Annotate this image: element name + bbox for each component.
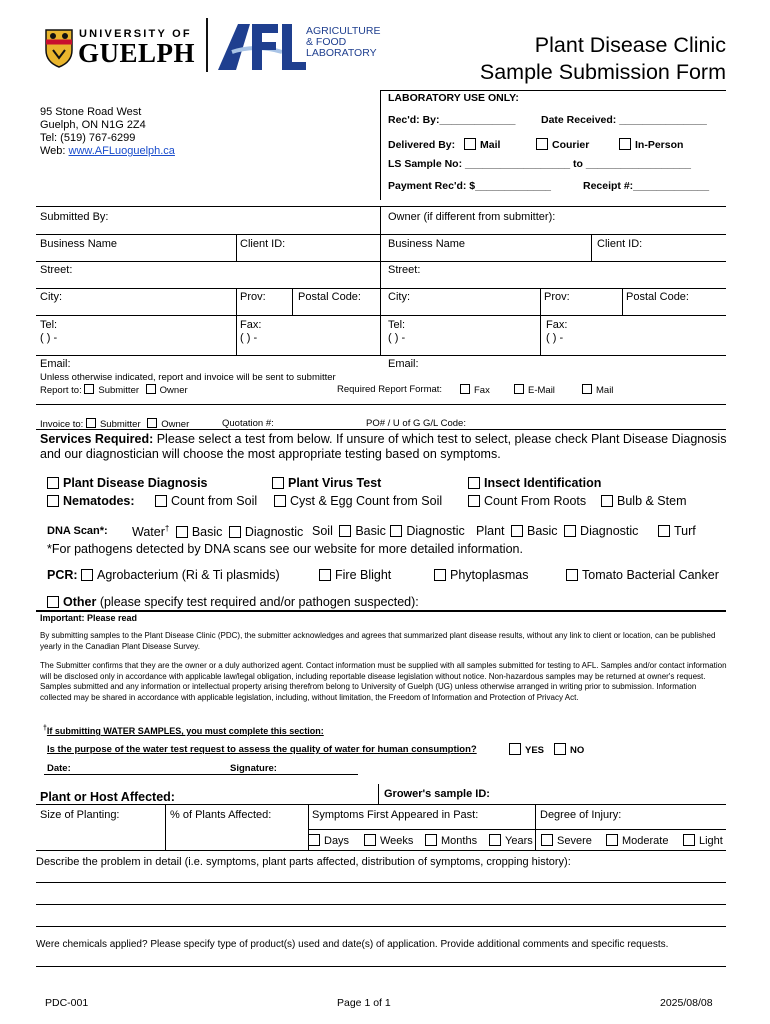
format-fax-label: Fax — [474, 385, 490, 396]
fax-format: ( ) - — [240, 332, 258, 344]
grower-id-field[interactable]: Grower's sample ID: — [384, 788, 490, 800]
water-yes-label: YES — [525, 745, 545, 756]
website-link[interactable]: www.AFLuoguelph.ca — [68, 145, 175, 157]
format-email-label: E-Mail — [528, 385, 555, 396]
submitted-by-label[interactable]: Submitted By: — [40, 211, 109, 223]
light-label: Light — [699, 835, 723, 847]
fire-blight-label: Fire Blight — [335, 568, 392, 582]
courier-label: Courier — [552, 139, 590, 151]
bulb-stem-option — [601, 494, 686, 508]
phyto-checkbox[interactable] — [434, 569, 446, 581]
plant-disease-label: Plant Disease Diagnosis — [63, 476, 208, 490]
afl-name-line2: & FOOD — [306, 36, 347, 48]
lab-box-top — [380, 90, 726, 91]
submitter-email[interactable]: Email: — [40, 358, 71, 370]
water-heading-dagger: † — [43, 725, 47, 732]
afl-logo — [216, 22, 308, 72]
form-code: PDC-001 — [45, 997, 89, 1009]
cyst-egg-checkbox[interactable] — [274, 495, 286, 507]
report-submitter-label: Submitter — [98, 385, 140, 396]
owner-business-name[interactable]: Business Name — [388, 238, 466, 250]
revision-date: 2025/08/08 — [660, 997, 713, 1009]
mail-checkbox[interactable] — [464, 138, 476, 150]
format-fax-checkbox[interactable] — [460, 384, 470, 394]
size-of-planting-field[interactable]: Size of Planting: — [40, 809, 120, 821]
address-web — [40, 145, 175, 158]
water-diagnostic-checkbox[interactable] — [229, 526, 241, 538]
soil-diagnostic-checkbox[interactable] — [390, 525, 402, 537]
water-label: Water — [132, 525, 165, 540]
owner-email[interactable]: Email: — [388, 358, 419, 370]
phyto-option — [434, 568, 529, 582]
months-option — [425, 834, 477, 847]
grid-divider — [378, 784, 379, 804]
insect-checkbox[interactable] — [468, 477, 480, 489]
submitter-business-name[interactable]: Business Name — [40, 238, 118, 250]
format-email-checkbox[interactable] — [514, 384, 524, 394]
tomato-checkbox[interactable] — [566, 569, 578, 581]
lab-address — [40, 106, 175, 158]
section-divider — [36, 610, 726, 612]
weeks-checkbox[interactable] — [364, 834, 376, 846]
water-signature-field[interactable]: Signature: — [230, 763, 277, 774]
grid-divider — [165, 804, 166, 850]
symptoms-first-label: Symptoms First Appeared in Past: — [312, 809, 479, 821]
water-no-label: NO — [570, 745, 585, 756]
soil-label: Soil — [312, 524, 333, 538]
services-heading-bold: Services Required: — [40, 432, 154, 446]
invoice-submitter-checkbox[interactable] — [86, 418, 96, 428]
recd-by-field[interactable]: Rec'd: By:_____________ — [388, 114, 516, 126]
submitter-prov[interactable]: Prov: — [240, 291, 266, 303]
owner-client-id[interactable]: Client ID: — [597, 238, 643, 250]
grid-line — [36, 429, 726, 430]
owner-label[interactable]: Owner (if different from submitter): — [388, 211, 556, 223]
dna-note: *For pathogens detected by DNA scans see our website for more detailed information. — [47, 542, 523, 556]
university-crest-logo — [44, 28, 74, 68]
report-to-row — [40, 384, 188, 396]
services-heading-text: Please select a test from below. If unsure of which test to select, please check Plant Disease Diagnosis — [153, 432, 727, 446]
grid-divider — [622, 288, 623, 315]
page-number: Page 1 of 1 — [337, 997, 391, 1009]
fire-blight-checkbox[interactable] — [319, 569, 331, 581]
years-checkbox[interactable] — [489, 834, 501, 846]
water-yes-option — [509, 743, 544, 756]
in-person-label: In-Person — [635, 139, 684, 151]
submitter-fax[interactable] — [240, 319, 261, 345]
grid-line — [36, 355, 726, 356]
months-label: Months — [441, 835, 478, 847]
percent-affected-field[interactable]: % of Plants Affected: — [170, 809, 272, 821]
submitter-tel[interactable] — [40, 319, 57, 345]
insect-option — [468, 476, 601, 490]
delivered-by-row — [388, 138, 500, 151]
describe-line-1[interactable] — [36, 882, 726, 883]
water-no-checkbox[interactable] — [554, 743, 566, 755]
po-field[interactable]: PO# / U of G G/L Code: — [366, 418, 466, 429]
phyto-label: Phytoplasmas — [450, 568, 529, 582]
payment-field[interactable]: Payment Rec'd: $_____________ — [388, 180, 552, 192]
dna-soil-group — [312, 524, 465, 538]
grid-divider — [591, 234, 592, 261]
grid-line — [36, 404, 726, 405]
dna-plant-group — [476, 524, 638, 538]
fax-label: Fax: — [240, 319, 262, 331]
soil-basic-label: Basic — [355, 524, 386, 538]
owner-street[interactable]: Street: — [388, 264, 421, 276]
cyst-egg-label: Cyst & Egg Count from Soil — [290, 494, 443, 508]
moderate-checkbox[interactable] — [606, 834, 618, 846]
turf-label: Turf — [674, 524, 696, 538]
courier-option — [536, 138, 589, 151]
water-date-field[interactable]: Date: — [47, 763, 71, 774]
insect-label: Insect Identification — [484, 476, 602, 490]
grid-divider — [535, 804, 536, 850]
days-option — [308, 834, 349, 847]
report-note: Unless otherwise indicated, report and invoice will be sent to submitter — [40, 372, 336, 383]
date-received-field[interactable]: Date Received: _______________ — [541, 114, 707, 126]
agro-option — [81, 568, 280, 582]
dna-water-group — [132, 524, 303, 539]
bulb-stem-label: Bulb & Stem — [617, 494, 687, 508]
tel-format: ( ) - — [388, 332, 406, 344]
important-para-1: By submitting samples to the Plant Disease Clinic (PDC), the submitter acknowledges and agrees that summarized plant disease results, without any link to client or location, can be published yearly in the Canadian Plant Disease Survey. — [40, 631, 716, 651]
water-sign-line — [44, 774, 358, 775]
plant-virus-label: Plant Virus Test — [288, 476, 382, 490]
bulb-stem-checkbox[interactable] — [601, 495, 613, 507]
tel-format: ( ) - — [40, 332, 58, 344]
grid-divider — [380, 206, 381, 355]
report-owner-label: Owner — [159, 385, 188, 396]
afl-name — [306, 26, 380, 59]
other-option — [47, 595, 419, 609]
moderate-option — [606, 834, 668, 847]
services-heading-line2: and our diagnostician will choose the most appropriate testing based on symptoms. — [40, 447, 501, 461]
water-heading-text: If submitting WATER SAMPLES, you must complete this section: — [46, 726, 324, 736]
weeks-option — [364, 834, 413, 847]
in-person-checkbox[interactable] — [619, 138, 631, 150]
water-dagger: † — [164, 524, 170, 533]
chemicals-label: Were chemicals applied? Please specify type of product(s) used and date(s) of application. Provide additional comments and specific requests. — [36, 939, 669, 950]
nematodes-option — [47, 494, 135, 508]
receipt-field[interactable]: Receipt #:_____________ — [583, 180, 710, 192]
report-format-label: Required Report Format: — [337, 384, 443, 395]
pcr-label: PCR: — [47, 568, 78, 582]
web-label: Web: — [40, 145, 69, 157]
grid-line — [36, 206, 726, 207]
report-to-label: Report to: — [40, 385, 82, 396]
severe-checkbox[interactable] — [541, 834, 553, 846]
submitter-client-id[interactable]: Client ID: — [240, 238, 286, 250]
count-soil-checkbox[interactable] — [155, 495, 167, 507]
fax-format: ( ) - — [546, 332, 564, 344]
water-question: Is the purpose of the water test request to assess the quality of water for human consumption? — [47, 744, 477, 755]
grid-line — [36, 315, 726, 316]
submitter-city[interactable]: City: — [40, 291, 62, 303]
logo-divider — [206, 18, 208, 72]
important-para-2: The Submitter confirms that they are the owner or a duly authorized agent. Contact information must be supplied with all samples submitted for testing to AFL. Samples and/or contact information will be disclosed only in accordance with applicable law/legal obligation, including reportable disease legislation without notice. Non-hazardous samples may be returned at owner's request. Samples submitted and any information or intellectual property arising therefrom belong to University of Guelph (UG) unless otherwise arranged in writing prior to submission. Information collected may be shared in accordance with applicable legislation, including, without limitation, the Freedom of Information and Protection of Privacy Act. — [40, 661, 727, 702]
afl-name-line1: AGRICULTURE — [306, 25, 381, 37]
count-roots-label: Count From Roots — [484, 494, 587, 508]
address-phone: Tel: (519) 767-6299 — [40, 132, 136, 144]
plant-disease-checkbox[interactable] — [47, 477, 59, 489]
agro-checkbox[interactable] — [81, 569, 93, 581]
lab-box-left — [380, 90, 381, 200]
form-title-line1: Plant Disease Clinic — [534, 33, 726, 57]
soil-basic-checkbox[interactable] — [339, 525, 351, 537]
count-roots-checkbox[interactable] — [468, 495, 480, 507]
turf-checkbox[interactable] — [658, 525, 670, 537]
format-fax-option — [460, 384, 490, 396]
count-soil-option — [155, 494, 257, 508]
tel-label: Tel: — [40, 319, 58, 331]
delivered-by-label: Delivered By: — [388, 139, 456, 151]
fire-blight-option — [319, 568, 391, 582]
uog-name-line1: UNIVERSITY OF — [79, 28, 192, 40]
address-city: Guelph, ON N1G 2Z4 — [40, 119, 146, 131]
severe-label: Severe — [557, 835, 592, 847]
plant-diagnostic-checkbox[interactable] — [564, 525, 576, 537]
nematodes-checkbox[interactable] — [47, 495, 59, 507]
format-mail-option — [582, 384, 613, 396]
years-option — [489, 834, 533, 847]
agro-label: Agrobacterium (Ri & Ti plasmids) — [97, 568, 280, 582]
tomato-option — [566, 568, 719, 582]
plant-virus-option — [272, 476, 381, 490]
count-roots-option — [468, 494, 586, 508]
quotation-field[interactable]: Quotation #: — [222, 418, 274, 429]
grid-line — [36, 850, 726, 851]
format-email-option — [514, 384, 555, 396]
plant-label: Plant — [476, 524, 505, 538]
submitter-street[interactable]: Street: — [40, 264, 73, 276]
address-street: 95 Stone Road West — [40, 106, 142, 118]
invoice-to-label: Invoice to: — [40, 419, 84, 430]
light-checkbox[interactable] — [683, 834, 695, 846]
owner-prov[interactable]: Prov: — [544, 291, 570, 303]
fax-label: Fax: — [546, 319, 568, 331]
nematodes-label: Nematodes: — [63, 494, 135, 508]
invoice-owner-label: Owner — [161, 419, 190, 430]
water-basic-checkbox[interactable] — [176, 526, 188, 538]
owner-city[interactable]: City: — [388, 291, 410, 303]
grid-divider — [292, 288, 293, 315]
weeks-label: Weeks — [380, 835, 414, 847]
services-heading — [40, 432, 726, 462]
owner-tel[interactable] — [388, 319, 405, 345]
describe-line-3[interactable] — [36, 926, 726, 927]
other-checkbox[interactable] — [47, 596, 59, 608]
grid-divider — [236, 234, 237, 261]
grid-line — [36, 234, 726, 235]
severe-option — [541, 834, 592, 847]
form-title — [480, 32, 726, 86]
mail-label: Mail — [480, 139, 501, 151]
plant-basic-checkbox[interactable] — [511, 525, 523, 537]
in-person-option — [619, 138, 683, 151]
water-yes-checkbox[interactable] — [509, 743, 521, 755]
important-title: Important: Please read — [40, 613, 138, 623]
other-label-text: (please specify test required and/or pathogen suspected): — [96, 595, 419, 609]
describe-line-2[interactable] — [36, 904, 726, 905]
grid-line — [36, 804, 726, 805]
ls-sample-field[interactable]: LS Sample No: __________________ to __________________ — [388, 158, 691, 170]
format-mail-checkbox[interactable] — [582, 384, 592, 394]
dna-scan-label: DNA Scan*: — [47, 525, 108, 537]
grid-line — [36, 261, 726, 262]
describe-problem-label: Describe the problem in detail (i.e. symptoms, plant parts affected, distribution of symptoms, cropping history): — [36, 856, 571, 868]
tel-label: Tel: — [388, 319, 406, 331]
water-no-option — [554, 743, 584, 756]
format-mail-label: Mail — [596, 385, 614, 396]
degree-injury-label: Degree of Injury: — [540, 809, 622, 821]
cyst-egg-option — [274, 494, 442, 508]
water-diagnostic-label: Diagnostic — [244, 525, 304, 540]
grid-divider — [236, 288, 237, 355]
courier-checkbox[interactable] — [536, 138, 548, 150]
plant-virus-checkbox[interactable] — [272, 477, 284, 489]
plant-disease-option — [47, 476, 208, 490]
invoice-submitter-label: Submitter — [99, 419, 141, 430]
days-label: Days — [324, 835, 350, 847]
other-label-bold: Other — [63, 595, 97, 609]
grid-line — [308, 829, 726, 830]
afl-name-line3: LABORATORY — [306, 47, 377, 59]
plant-basic-label: Basic — [526, 524, 558, 538]
invoice-owner-checkbox[interactable] — [147, 418, 157, 428]
submitter-postal[interactable]: Postal Code: — [298, 291, 361, 303]
turf-option — [658, 524, 696, 538]
report-submitter-checkbox[interactable] — [84, 384, 94, 394]
count-soil-label: Count from Soil — [171, 494, 258, 508]
moderate-label: Moderate — [622, 835, 669, 847]
lab-use-title: LABORATORY USE ONLY: — [388, 92, 519, 104]
chemicals-line[interactable] — [36, 966, 726, 967]
owner-postal[interactable]: Postal Code: — [626, 291, 689, 303]
months-checkbox[interactable] — [425, 834, 437, 846]
tomato-label: Tomato Bacterial Canker — [582, 568, 719, 582]
years-label: Years — [505, 835, 533, 847]
form-title-line2: Sample Submission Form — [479, 60, 726, 84]
water-heading — [43, 725, 324, 736]
host-affected-field[interactable]: Plant or Host Affected: — [40, 790, 175, 804]
plant-diagnostic-label: Diagnostic — [580, 524, 639, 538]
days-checkbox[interactable] — [308, 834, 320, 846]
report-owner-checkbox[interactable] — [146, 384, 156, 394]
water-basic-label: Basic — [191, 525, 223, 540]
light-option — [683, 834, 723, 847]
grid-divider — [540, 288, 541, 355]
soil-diagnostic-label: Diagnostic — [406, 524, 465, 538]
uog-name-line2: GUELPH — [78, 38, 196, 68]
owner-fax[interactable] — [546, 319, 567, 345]
